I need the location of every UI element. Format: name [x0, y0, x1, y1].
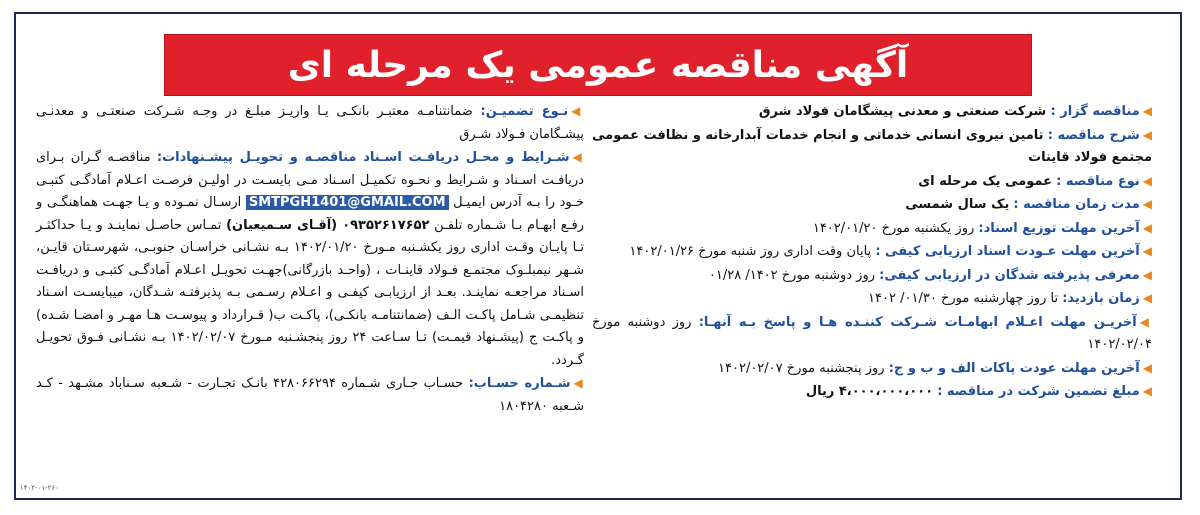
arrow-icon: ◀: [1142, 291, 1152, 305]
arrow-icon: ◀: [1142, 384, 1152, 398]
right-column: [592, 100, 1152, 404]
arrow-icon: ◀: [1142, 104, 1152, 118]
quality-docs-deadline: ◀آخرین مهلت عـودت اسناد ارزیابی کیفی : پایان وقت اداری روز شنبه مورخ ۱۴۰۲/۰۱/۲۶: [629, 244, 1152, 259]
arrow-icon: ◀: [1142, 360, 1152, 375]
arrow-icon: ◀: [572, 150, 584, 164]
arrow-icon: ◀: [1142, 220, 1152, 235]
arrow-icon: ◀: [1142, 197, 1152, 211]
tender-description: ◀شرح مناقصه : تامین نیروی انسانی خدماتی و انجام خدمات آبدارخانه و نظافت عمومی مجتمع فولاد قاینات: [592, 127, 1152, 165]
guarantee-amount: ◀مبلغ تضمین شرکت در مناقصه : ۴،۰۰۰،۰۰۰،۰۰۰ ریال: [805, 384, 1152, 399]
left-column: [36, 100, 584, 418]
packets-deadline: ◀آخرین مهلت عودت پاکات الف و ب و ج: روز پنجشنبه مورخ ۱۴۰۲/۰۲/۰۷: [718, 360, 1152, 376]
arrow-icon: ◀: [1139, 314, 1153, 329]
account-number: ◀شـماره حسـاب: حسـاب جـاری شـماره ۴۲۸۰۶۶۲۹۴ بانـک تجـارت - شـعبه سـناباد مشـهد - کـد شـعبه ۱۸۰۴۲۸۰: [36, 376, 584, 414]
guarantee-type: ◀نـوع تضمیـن: ضمانتنامـه معتبـر بانکـی یـا واریـز مبلـغ در وجـه شـرکت صنعتـی و معدنـی پیشـگامان فـولاد شـرق: [36, 104, 584, 142]
contact-phone: ۰۹۳۵۲۶۱۷۶۵۲ (آقـای سـمیعیان): [226, 217, 430, 233]
title-banner: [164, 34, 1032, 96]
tender-duration: ◀مدت زمان مناقصه : یک سال شمسی: [905, 197, 1152, 212]
arrow-icon: ◀: [1142, 127, 1152, 142]
contact-email[interactable]: SMTPGH1401@GMAIL.COM: [246, 195, 449, 210]
notice-title: آگهی مناقصه عمومی یک مرحله ای: [287, 44, 909, 86]
qualified-announcement: ◀معرفی پذیرفته شدگان در ارزیابی کیفی: روز دوشنبه مورخ ۱۴۰۲/ ۰۱/۲۸: [708, 267, 1152, 283]
arrow-icon: ◀: [1142, 267, 1152, 282]
clarification-deadline: ◀آخریـن مهلت اعـلام ابهامـات شـرکت کننـده هـا و پاسخ بـه آنهـا: روز دوشنبه مورخ ۱۴۰۲/۰۲/۰۴: [592, 314, 1153, 352]
arrow-icon: ◀: [1142, 244, 1152, 258]
arrow-icon: ◀: [571, 104, 584, 118]
tender-organizer: ◀مناقصه گزار : شرکت صنعتی و معدنی پیشگامان فولاد شرق: [758, 104, 1152, 119]
arrow-icon: ◀: [573, 376, 584, 390]
visit-time: ◀زمان بازدید: تا روز چهارشنبه مورخ ۰۱/۳۰/ ۱۴۰۲: [868, 291, 1152, 306]
submission-conditions: ◀شـرایط و محـل دریافـت اسـناد مناقصـه و تحویـل پیشـنهادات: مناقصـه گـران بـرای دریافـت اسـناد و شـرایط و نحـوه تکمیـل اسـناد مـی بایسـت در اولیـن فرصـت اعـلام آمادگـی کتبـی خـود را بـه آدرس ایمیـل SMTPGH1401@GMAIL.COM ارسـال نمـوده و یـا جهـت هماهنگـی و رفـع ابهـام بـا شـماره تلفـن ۰۹۳۵۲۶۱۷۶۵۲ (آقـای سـمیعیان) تمـاس حاصـل نماینـد و یـا حداکثـر تـا پایـان وقـت اداری روز یکشـنبه مـورخ ۱۴۰۲/۰۱/۲۰ بـه نشـانی خراسـان جنوبـی، شهرسـتان قایـن، شـهر نیمبلـوک مجتمـع فـولاد قاینـات ، (واحـد بازرگانی)جهـت تحویـل اعـلام آمادگـی کتبـی و دریافـت اسـناد مراجعـه نماینـد. بعـد از ارزیابـی کیفـی و اعـلام رسـمی بـه پذیرفتـه شـدگان، میبایسـت اسـناد تنظیمـی شـامل پاکـت الـف (ضمانتنامـه بانکـی)، پاکـت ب( قـرارداد و پیوسـت هـا مهـر و امضـا شـده) و پاکـت ج (پیشـنهاد قیمـت) تـا سـاعت ۲۴ روز پنجشـنبه مـورخ ۱۴۰۲/۰۲/۰۷ بـه نشـانی فـوق تحویـل گـردد.: [36, 150, 584, 368]
tender-type: ◀نوع مناقصه : عمومی یک مرحله ای: [918, 173, 1152, 189]
arrow-icon: ◀: [1142, 173, 1152, 188]
footer-code: ۱۴۰۲-۰۱-۲۶۰: [20, 484, 59, 492]
distribution-deadline: ◀آخرین مهلت توزیع اسناد: روز یکشنبه مورخ ۱۴۰۲/۰۱/۲۰: [812, 220, 1152, 236]
